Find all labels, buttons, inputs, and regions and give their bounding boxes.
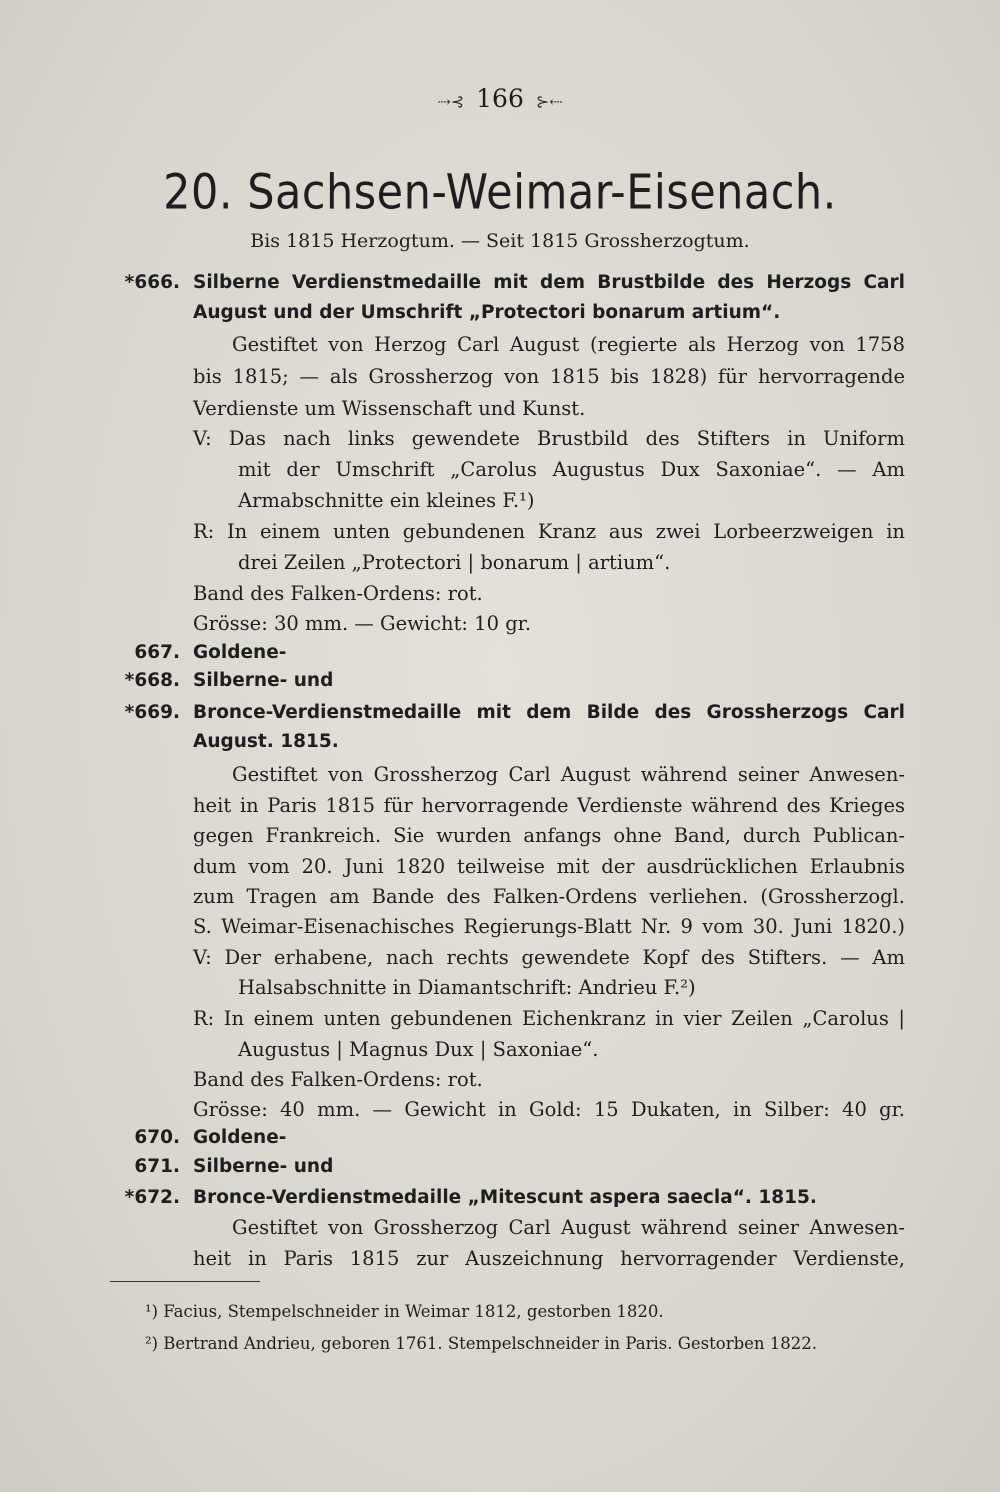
footnote-2: ²) Bertrand Andrieu, geboren 1761. Stempelschneider in Paris. Gestorben 1822. [145,1334,818,1353]
entry-heading-668: Silberne- und [193,670,334,691]
body-666-line: Gestiftet von Herzog Carl August (regierte als Herzog von 1758 [232,333,905,356]
entry-number-666: *666. [124,272,180,293]
body-669-line: heit in Paris 1815 für hervorragende Verdienste während des Krieges [193,794,905,817]
ornament-right: ⊱⇠ [535,92,563,111]
page-number: 166 [476,84,524,113]
body-666-line: Grösse: 30 mm. — Gewicht: 10 gr. [193,612,532,635]
body-666-line: R: In einem unten gebundenen Kranz aus zwei Lorbeerzweigen in [193,520,905,543]
body-666-line: V: Das nach links gewendete Brustbild des Stifters in Uniform [193,427,905,450]
body-669-line: S. Weimar-Eisenachisches Regierungs-Blatt Nr. 9 vom 30. Juni 1820.) [193,915,905,938]
body-666-line: Armabschnitte ein kleines F.¹) [238,489,535,512]
ornament-left: ⇢⊰ [437,92,465,111]
body-666-line: mit der Umschrift „Carolus Augustus Dux Saxoniae“. — Am [238,458,905,481]
entry-number-669: *669. [124,702,180,723]
section-subtitle: Bis 1815 Herzogtum. — Seit 1815 Grossherzogtum. [250,230,750,252]
entry-number-668: *668. [124,670,180,691]
entry-heading-669-line2: August. 1815. [193,731,339,752]
body-669-line: Halsabschnitte in Diamantschrift: Andrieu F.²) [238,976,696,999]
entry-number-667: 667. [134,642,180,663]
entry-heading-672: Bronce-Verdienstmedaille „Mitescunt aspera saecla“. 1815. [193,1187,817,1208]
page-number-header [0,84,1000,113]
footnote-1: ¹) Facius, Stempelschneider in Weimar 1812, gestorben 1820. [145,1302,664,1321]
section-title: 20. Sachsen-Weimar-Eisenach. [163,165,837,221]
body-666-line: Verdienste um Wissenschaft und Kunst. [193,397,586,420]
entry-number-670: 670. [134,1127,180,1148]
body-669-line: R: In einem unten gebundenen Eichenkranz in vier Zeilen „Carolus | [193,1007,905,1030]
entry-heading-666-line2: August und der Umschrift „Protectori bonarum artium“. [193,302,781,323]
body-672-line: Gestiftet von Grossherzog Carl August während seiner Anwesen- [232,1216,905,1239]
body-666-line: drei Zeilen „Protectori | bonarum | artium“. [238,551,671,574]
body-669-line: Augustus | Magnus Dux | Saxoniae“. [238,1038,599,1061]
entry-heading-667: Goldene- [193,642,287,663]
entry-heading-671: Silberne- und [193,1156,334,1177]
body-669-line: Gestiftet von Grossherzog Carl August während seiner Anwesen- [232,763,905,786]
body-669-line: V: Der erhabene, nach rechts gewendete Kopf des Stifters. — Am [193,946,905,969]
entry-heading-669: Bronce-Verdienstmedaille mit dem Bilde des Grossherzogs Carl [193,702,905,723]
body-666-line: bis 1815; — als Grossherzog von 1815 bis 1828) für hervorragende [193,365,905,388]
entry-heading-670: Goldene- [193,1127,287,1148]
entry-number-671: 671. [134,1156,180,1177]
body-669-line: gegen Frankreich. Sie wurden anfangs ohne Band, durch Publican- [193,824,905,847]
entry-number-672: *672. [124,1187,180,1208]
body-672-line: heit in Paris 1815 zur Auszeichnung hervorragender Verdienste, [193,1247,905,1270]
body-669-line: Grösse: 40 mm. — Gewicht in Gold: 15 Dukaten, in Silber: 40 gr. [193,1098,905,1121]
footnote-rule [110,1281,260,1282]
body-669-line: Band des Falken-Ordens: rot. [193,1068,483,1091]
body-669-line: dum vom 20. Juni 1820 teilweise mit der ausdrücklichen Erlaubnis [193,855,905,878]
body-666-line: Band des Falken-Ordens: rot. [193,582,483,605]
entry-heading-666: Silberne Verdienstmedaille mit dem Brustbilde des Herzogs Carl [193,272,905,293]
body-669-line: zum Tragen am Bande des Falken-Ordens verliehen. (Grossherzogl. [193,885,905,908]
